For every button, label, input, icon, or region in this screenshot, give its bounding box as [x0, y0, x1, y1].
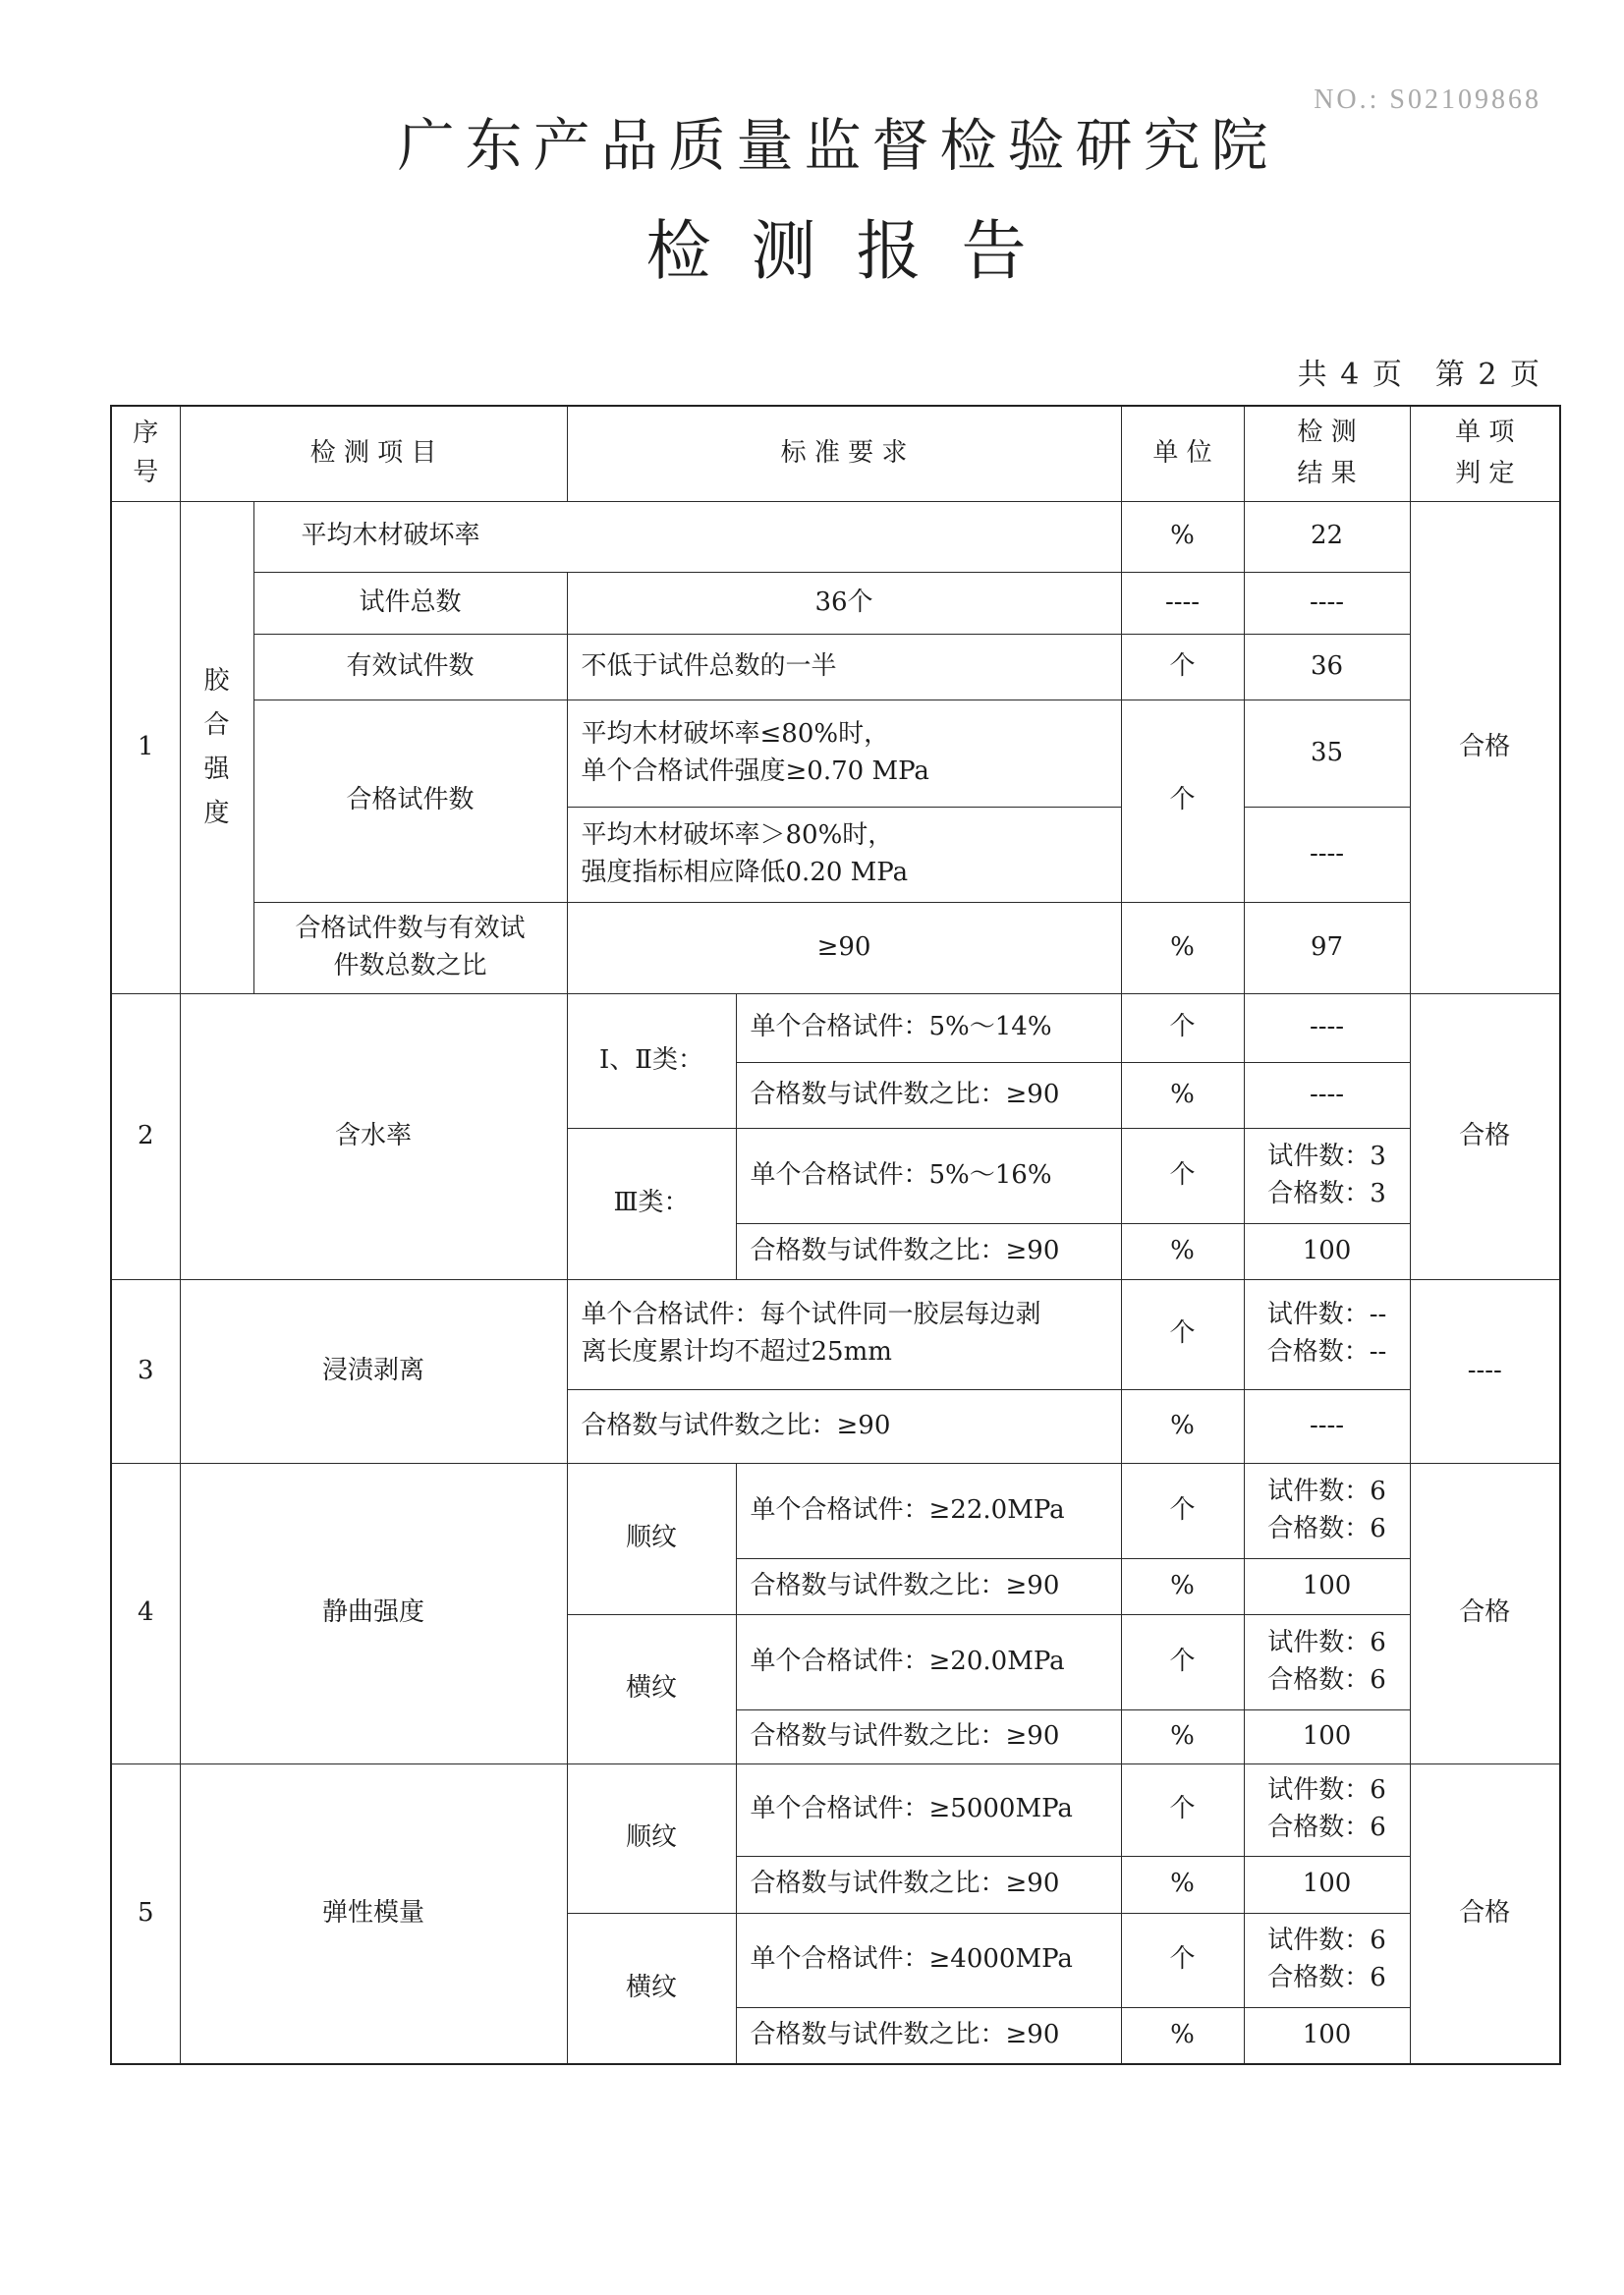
unit-cell: 个	[1121, 700, 1244, 902]
result-cell: ----	[1244, 807, 1410, 902]
sub-item-valid-specimens: 有效试件数	[253, 634, 567, 700]
item-static-bending: 静曲强度	[180, 1463, 567, 1763]
unit-cell: 个	[1121, 1128, 1244, 1223]
seq-5: 5	[111, 1763, 180, 2064]
unit-cell: %	[1121, 501, 1244, 572]
result-cell: 35	[1244, 700, 1410, 807]
unit-cell: %	[1121, 1223, 1244, 1279]
sub-item-qualified-specimens: 合格试件数	[253, 700, 567, 902]
standard-cell: 合格数与试件数之比：≥90	[736, 1558, 1121, 1614]
result-cell: 试件数：3 合格数：3	[1244, 1128, 1410, 1223]
unit-cell: %	[1121, 2007, 1244, 2064]
table-row	[111, 902, 1560, 993]
table-row	[111, 1763, 1560, 1856]
seq-4: 4	[111, 1463, 180, 1763]
unit-cell: 个	[1121, 993, 1244, 1062]
header-seq	[111, 406, 180, 501]
class-label: Ⅲ类：	[567, 1128, 736, 1279]
test-results-table	[110, 405, 1561, 2065]
class-label: 横纹	[567, 1614, 736, 1763]
verdict-2: 合格	[1410, 993, 1560, 1279]
result-cell: 100	[1244, 2007, 1410, 2064]
standard-cell: 平均木材破坏率≤80%时， 单个合格试件强度≥0.70 MPa	[567, 700, 1121, 807]
unit-cell: 个	[1121, 1913, 1244, 2007]
header-standard: 标 准 要 求	[567, 406, 1121, 501]
standard-cell: 单个合格试件：≥4000MPa	[736, 1913, 1121, 2007]
result-cell: 100	[1244, 1856, 1410, 1913]
class-label: 顺纹	[567, 1463, 736, 1614]
table-row	[111, 634, 1560, 700]
result-cell: 100	[1244, 1709, 1410, 1763]
standard-cell: 单个合格试件：5%～16%	[736, 1128, 1121, 1223]
item-glue-strength-label: 胶合强度	[203, 665, 230, 828]
table-row	[111, 1463, 1560, 1558]
standard-cell: 单个合格试件：≥22.0MPa	[736, 1463, 1121, 1558]
unit-cell: %	[1121, 902, 1244, 993]
result-cell: 36	[1244, 634, 1410, 700]
standard-cell: 合格数与试件数之比：≥90	[736, 2007, 1121, 2064]
class-label: 横纹	[567, 1913, 736, 2064]
page-info: 共 4 页 第 2 页	[1297, 358, 1541, 392]
verdict-5: 合格	[1410, 1763, 1560, 2064]
header-verdict: 单 项 判 定	[1410, 406, 1560, 501]
result-cell: ----	[1244, 993, 1410, 1062]
unit-cell: ----	[1121, 572, 1244, 634]
verdict-4: 合格	[1410, 1463, 1560, 1763]
standard-cell: 单个合格试件：每个试件同一胶层每边剥 离长度累计均不超过25mm	[567, 1279, 1121, 1389]
standard-cell: 合格数与试件数之比：≥90	[736, 1223, 1121, 1279]
header-item: 检 测 项 目	[180, 406, 567, 501]
result-cell: 试件数：6 合格数：6	[1244, 1463, 1410, 1558]
standard-cell: 36个	[567, 572, 1121, 634]
item-glue-strength	[180, 501, 253, 993]
seq-1: 1	[111, 501, 180, 993]
standard-cell: 不低于试件总数的一半	[567, 634, 1121, 700]
verdict-3: ----	[1410, 1279, 1560, 1463]
table-row	[111, 993, 1560, 1062]
unit-cell: 个	[1121, 634, 1244, 700]
result-cell: 试件数：-- 合格数：--	[1244, 1279, 1410, 1389]
class-label: 顺纹	[567, 1763, 736, 1913]
table-row	[111, 572, 1560, 634]
item-elastic-modulus: 弹性模量	[180, 1763, 567, 2064]
result-cell: 97	[1244, 902, 1410, 993]
standard-cell: 合格数与试件数之比：≥90	[736, 1062, 1121, 1128]
header-result: 检 测 结 果	[1244, 406, 1410, 501]
table-row	[111, 700, 1560, 807]
result-cell: 试件数：6 合格数：6	[1244, 1763, 1410, 1856]
unit-cell: 个	[1121, 1614, 1244, 1709]
unit-cell: %	[1121, 1062, 1244, 1128]
sub-item-avg-wood-failure: 平均木材破坏率	[253, 501, 1121, 572]
header-row	[111, 406, 1560, 501]
standard-cell: 合格数与试件数之比：≥90	[736, 1856, 1121, 1913]
item-moisture-content: 含水率	[180, 993, 567, 1279]
unit-cell: %	[1121, 1709, 1244, 1763]
seq-2: 2	[111, 993, 180, 1279]
result-cell: ----	[1244, 572, 1410, 634]
result-cell: 试件数：6 合格数：6	[1244, 1913, 1410, 2007]
standard-cell: ≥90	[567, 902, 1121, 993]
report-title: 检 测 报 告	[645, 213, 1036, 289]
header-unit: 单 位	[1121, 406, 1244, 501]
standard-cell: 单个合格试件：≥5000MPa	[736, 1763, 1121, 1856]
result-cell: 试件数：6 合格数：6	[1244, 1614, 1410, 1709]
header-seq-label: 序号	[133, 418, 159, 487]
unit-cell: %	[1121, 1389, 1244, 1463]
standard-cell: 平均木材破坏率＞80%时， 强度指标相应降低0.20 MPa	[567, 807, 1121, 902]
verdict-1: 合格	[1410, 501, 1560, 993]
standard-cell: 合格数与试件数之比：≥90	[567, 1389, 1121, 1463]
seq-3: 3	[111, 1279, 180, 1463]
result-cell: 100	[1244, 1223, 1410, 1279]
item-immersion-delamination: 浸渍剥离	[180, 1279, 567, 1463]
sub-item-qualified-ratio: 合格试件数与有效试 件数总数之比	[253, 902, 567, 993]
table-row	[111, 1279, 1560, 1389]
unit-cell: 个	[1121, 1463, 1244, 1558]
unit-cell: %	[1121, 1558, 1244, 1614]
unit-cell: 个	[1121, 1279, 1244, 1389]
institute-name: 广东产品质量监督检验研究院	[397, 112, 1279, 179]
result-cell: ----	[1244, 1389, 1410, 1463]
class-label: Ⅰ、Ⅱ类：	[567, 993, 736, 1128]
result-cell: ----	[1244, 1062, 1410, 1128]
result-cell: 22	[1244, 501, 1410, 572]
unit-cell: 个	[1121, 1763, 1244, 1856]
standard-cell: 单个合格试件：≥20.0MPa	[736, 1614, 1121, 1709]
unit-cell: %	[1121, 1856, 1244, 1913]
standard-cell: 合格数与试件数之比：≥90	[736, 1709, 1121, 1763]
result-cell: 100	[1244, 1558, 1410, 1614]
sub-item-total-specimens: 试件总数	[253, 572, 567, 634]
report-number: NO.: S02109868	[1314, 84, 1541, 115]
standard-cell: 单个合格试件：5%～14%	[736, 993, 1121, 1062]
table-row	[111, 501, 1560, 572]
